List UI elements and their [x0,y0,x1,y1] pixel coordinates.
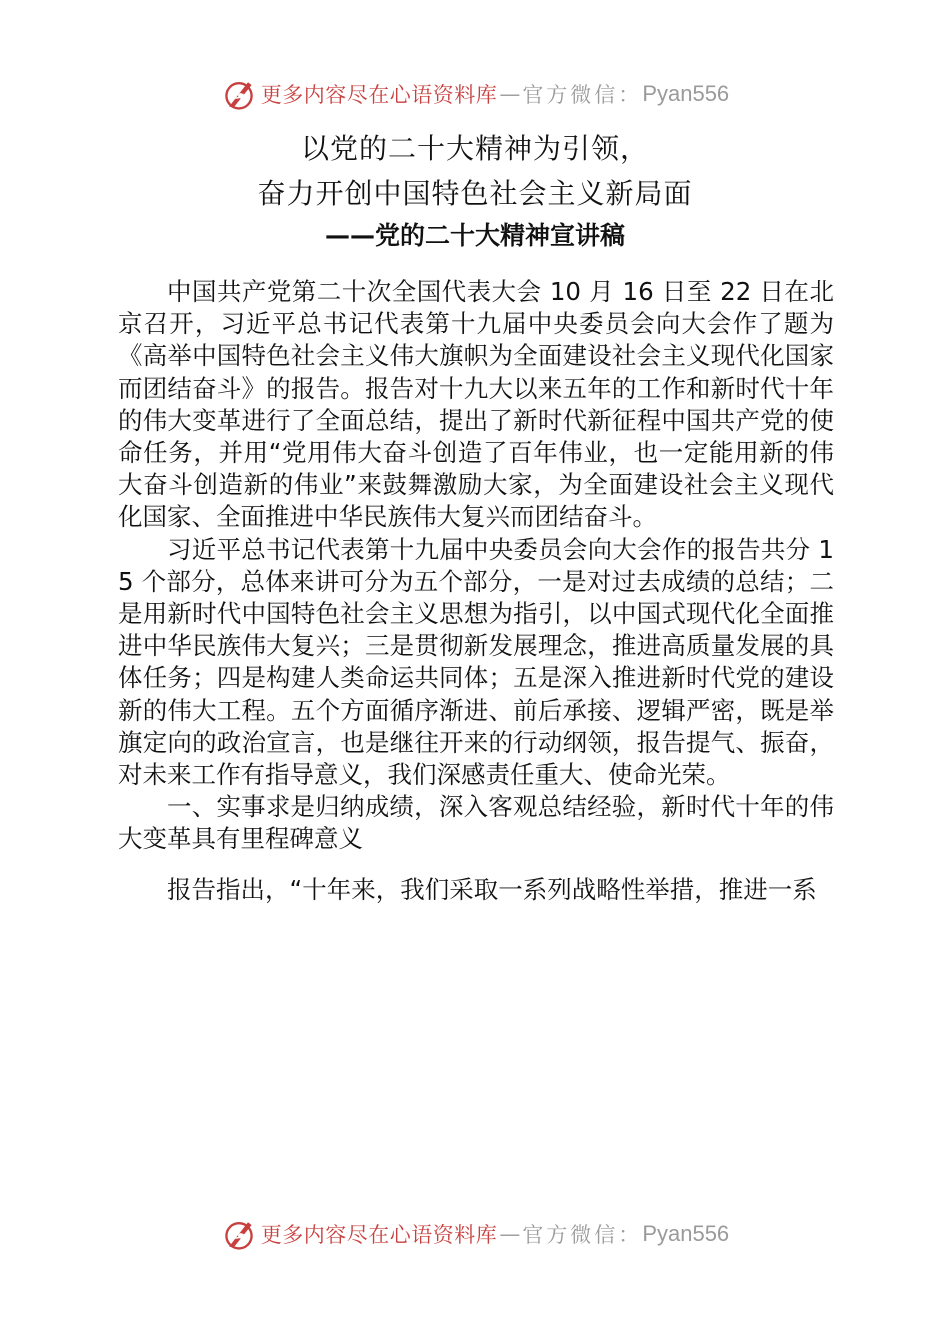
title-line-1: 以党的二十大精神为引领， [300,132,649,165]
body-paragraph: 中国共产党第二十次全国代表大会 10 月 16 日至 22 日在北京召开，习近平总书记代表第十九届中央委员会向大会作了题为《高举中国特色社会主义伟大旗帜为全面建设社会主义现代化国家而团结奋斗》的报告。报告对十九大以来五年的工作和新时代十年的伟大变革进行了全面总结，提出了新时代新征程中国共产党的使命任务，并用“党用伟大奋斗创造了百年伟业，也一定能用新的伟大奋斗创造新的伟业”来鼓舞激励大家，为全面建设社会主义现代化国家、全面推进中华民族伟大复兴而团结奋斗。 [118,277,834,532]
document-title-block [0,126,950,256]
banner-wechat-id: Pyan556 [642,1221,730,1246]
document-subtitle: ——党的二十大精神宣讲稿 [324,221,625,250]
banner-wechat-id: Pyan556 [642,81,730,106]
banner-dash: — [499,1222,521,1246]
document-body [118,276,834,906]
title-line-2: 奋力开创中国特色社会主义新局面 [257,177,693,210]
header-banner [0,72,950,116]
banner-slogan: 更多内容尽在心语资料库 [260,83,498,107]
quill-logo-icon [221,1216,257,1252]
banner-wechat-label: 官方微信： [522,83,643,107]
body-paragraph: 报告指出，“十年来，我们采取一系列战略性举措，推进一系 [167,874,817,904]
body-paragraph: 习近平总书记代表第十九届中央委员会向大会作的报告共分 15 个部分，总体来讲可分为五个部分，一是对过去成绩的总结；二是用新时代中国特色社会主义思想为指引，以中国式现代化全面推进中华民族伟大复兴；三是贯彻新发展理念，推进高质量发展的具体任务；四是构建人类命运共同体；五是深入推进新时代党的建设新的伟大工程。五个方面循序渐进、前后承接、逻辑严密，既是举旗定向的政治宣言，也是继往开来的行动纲领，报告提气、振奋，对未来工作有指导意义，我们深感责任重大、使命光荣。 [118,534,834,790]
section-heading: 一、实事求是归纳成绩，深入客观总结经验，新时代十年的伟大变革具有里程碑意义 [118,792,834,854]
banner-slogan: 更多内容尽在心语资料库 [260,1223,498,1247]
footer-banner [0,1212,950,1256]
banner-wechat-label: 官方微信： [522,1223,643,1247]
quill-logo-icon [221,76,257,112]
banner-dash: — [499,82,521,106]
